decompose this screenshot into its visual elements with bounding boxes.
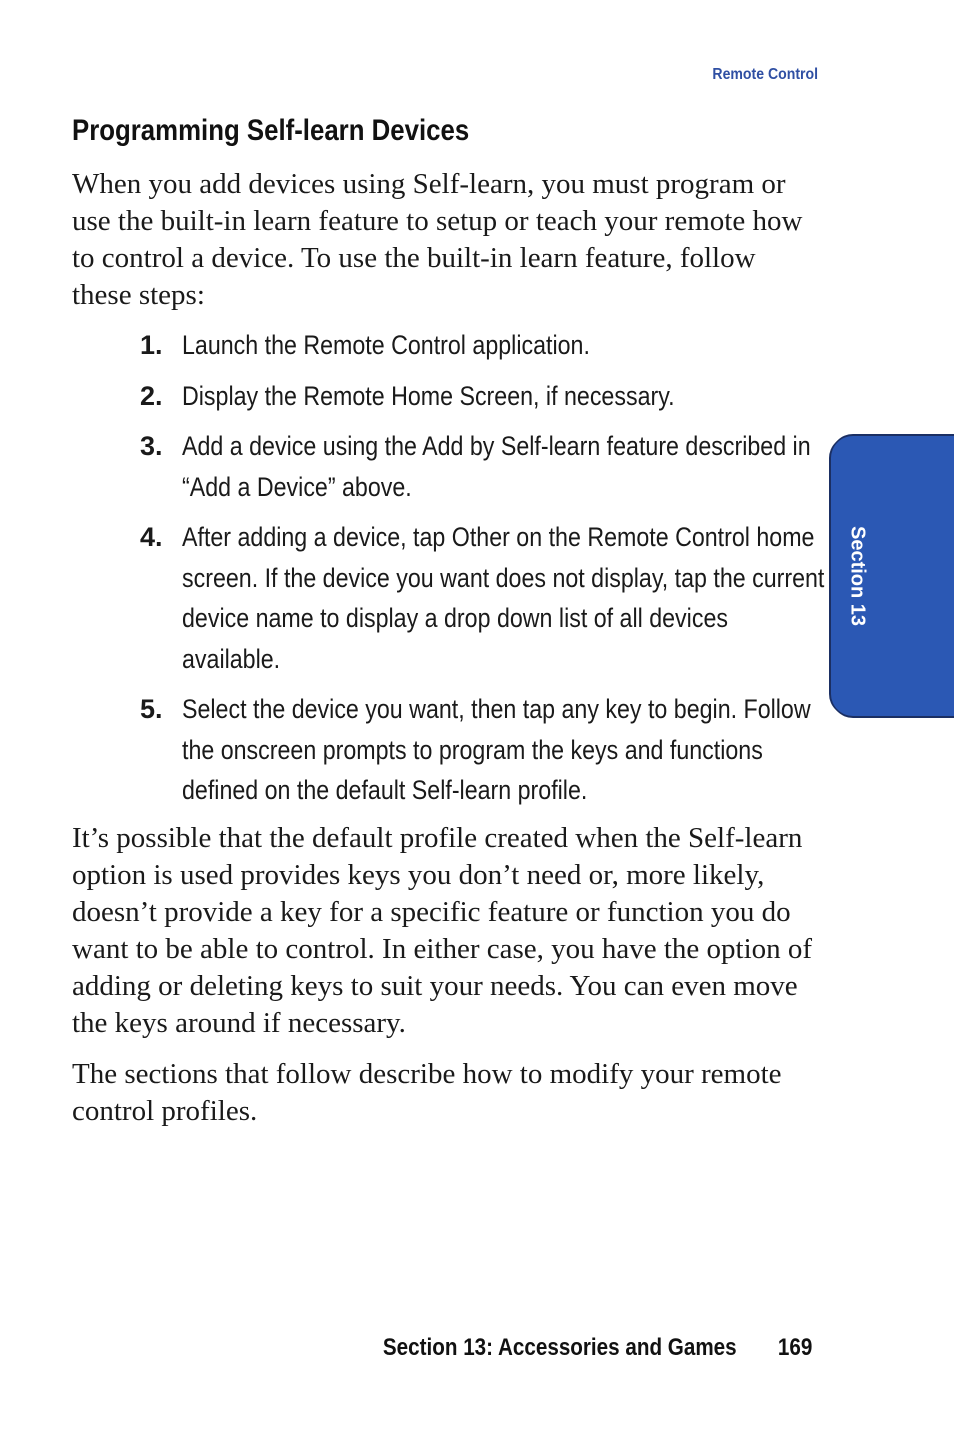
- page-number: 169: [777, 1334, 812, 1361]
- step-text: Add a device using the Add by Self-learn feature described in “Add a Device” above.: [182, 431, 811, 502]
- step-text: Display the Remote Home Screen, if necessary.: [182, 380, 675, 411]
- step-item: [140, 426, 830, 507]
- step-number: 3.: [140, 431, 163, 461]
- step-text: Select the device you want, then tap any key to begin. Follow the onscreen prompts to program the keys and functions defined on the default Self-learn profile.: [182, 694, 811, 805]
- step-number: 4.: [140, 522, 163, 552]
- step-text: After adding a device, tap Other on the Remote Control home screen. If the device you want does not display, tap the current device name to display a drop down list of all devices available.: [182, 522, 825, 674]
- step-number: 5.: [140, 694, 163, 724]
- step-item: [140, 376, 830, 417]
- body-paragraph: It’s possible that the default profile created when the Self-learn option is used provides keys you don’t need or, more likely, doesn’t provide a key for a specific feature or function you do want to be able to control. In either case, you have the option of adding or deleting keys to suit your needs. You can even move the keys around if necessary.: [72, 822, 813, 1039]
- step-item: [140, 517, 830, 679]
- section-heading: Programming Self-learn Devices: [72, 114, 470, 147]
- body-paragraph: The sections that follow describe how to modify your remote control profiles.: [72, 1058, 782, 1127]
- step-text: Launch the Remote Control application.: [182, 330, 590, 360]
- footer-section-title: Section 13: Accessories and Games: [382, 1334, 737, 1361]
- step-item: [140, 325, 830, 366]
- step-number: 2.: [140, 380, 163, 411]
- step-item: [140, 689, 830, 811]
- step-number: 1.: [140, 330, 163, 360]
- steps-list: [140, 325, 830, 821]
- page-footer: [383, 1334, 812, 1362]
- intro-paragraph: When you add devices using Self-learn, you must program or use the built-in learn feature to setup or teach your remote how to control a device. To use the built-in learn feature, follow these steps:: [72, 168, 803, 311]
- section-tab-label: Section 13: [846, 525, 869, 627]
- running-head: Remote Control: [712, 66, 818, 83]
